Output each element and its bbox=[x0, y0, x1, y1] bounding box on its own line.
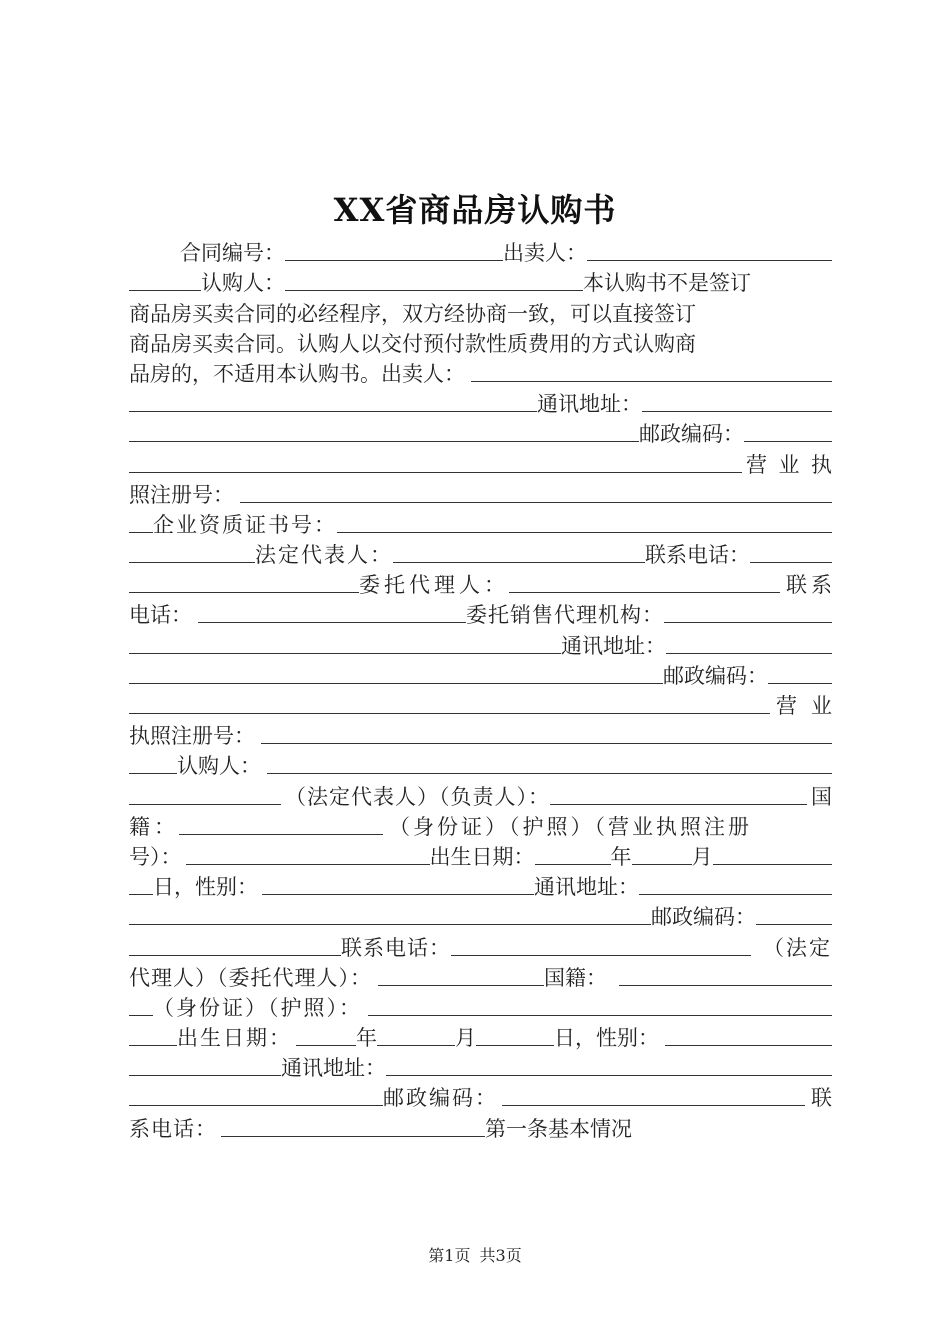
blank-birth-day[interactable] bbox=[713, 864, 833, 865]
text-line bbox=[129, 388, 832, 418]
label-buyer: 认购人： bbox=[201, 271, 285, 296]
text-segment: 营 业 执 bbox=[746, 452, 832, 477]
blank-rep-address[interactable] bbox=[386, 1075, 832, 1076]
label-legal-rep: 法定代表人： bbox=[255, 543, 393, 568]
blank-nationality[interactable] bbox=[179, 834, 383, 835]
blank-agency-license-cont[interactable] bbox=[129, 773, 177, 774]
text-line bbox=[129, 811, 832, 841]
text-line bbox=[129, 1022, 832, 1052]
blank-agency-license[interactable] bbox=[261, 743, 832, 744]
text-segment: 号）： bbox=[129, 844, 182, 869]
text-line bbox=[129, 237, 832, 267]
blank-address[interactable] bbox=[642, 411, 832, 412]
label-agency-address: 通讯地址： bbox=[561, 633, 666, 658]
text-line bbox=[129, 328, 832, 358]
blank-id-number[interactable] bbox=[186, 864, 430, 865]
text-line bbox=[129, 297, 832, 327]
label-rep-gender: 日，性别： bbox=[554, 1026, 659, 1051]
label-rep-birth: 出生日期： bbox=[177, 1026, 292, 1051]
text-line bbox=[129, 569, 832, 599]
label-sales-agency: 委托销售代理机构： bbox=[466, 603, 664, 628]
text-segment: 执照注册号： bbox=[129, 724, 255, 749]
text-line bbox=[129, 750, 832, 780]
text-line bbox=[129, 629, 832, 659]
label-year: 年 bbox=[610, 844, 632, 869]
text-line bbox=[129, 841, 832, 871]
label-contract-number: 合同编号： bbox=[180, 241, 285, 266]
text-segment: （法定 bbox=[763, 935, 832, 960]
blank-rep-nationality-cont[interactable] bbox=[129, 1015, 153, 1016]
label-birth-date: 出生日期： bbox=[429, 844, 535, 869]
blank-birth-year[interactable] bbox=[535, 864, 611, 865]
blank-seller-name-cont[interactable] bbox=[129, 411, 537, 412]
blank-seller-cont[interactable] bbox=[129, 290, 201, 291]
blank-rep-id-cont[interactable] bbox=[129, 1045, 177, 1046]
text-line bbox=[129, 962, 832, 992]
text-segment: （身份证）（护照）： bbox=[153, 995, 362, 1020]
text-line bbox=[129, 992, 832, 1022]
blank-rep-birth-year[interactable] bbox=[296, 1045, 356, 1046]
blank-phone-cont[interactable] bbox=[129, 592, 359, 593]
blank-rep-nationality[interactable] bbox=[619, 985, 832, 986]
label-agency-postcode: 邮政编码： bbox=[663, 663, 768, 688]
text-line bbox=[129, 901, 832, 931]
blank-buyer-address[interactable] bbox=[639, 894, 832, 895]
text-line bbox=[129, 1052, 832, 1082]
blank-agency-postcode-cont[interactable] bbox=[129, 713, 770, 714]
text-line bbox=[129, 720, 832, 750]
blank-rep-postcode[interactable] bbox=[502, 1105, 805, 1106]
text-line bbox=[129, 871, 832, 901]
blank-sales-agency-cont[interactable] bbox=[129, 653, 561, 654]
text-segment: 代理人）（委托代理人）： bbox=[129, 965, 372, 990]
text-segment: 籍： bbox=[129, 814, 179, 839]
document-body bbox=[129, 237, 832, 1143]
label-gender: 日，性别： bbox=[153, 875, 258, 900]
blank-rep-id[interactable] bbox=[368, 1015, 832, 1016]
blank-agency-postcode[interactable] bbox=[768, 683, 832, 684]
text-line bbox=[129, 479, 832, 509]
text-line bbox=[129, 1082, 832, 1112]
section-heading: 第一条基本情况 bbox=[485, 1116, 632, 1141]
blank-qualification-cont[interactable] bbox=[129, 562, 255, 563]
label-rep-address: 通讯地址： bbox=[281, 1056, 386, 1081]
page-total: 共3页 bbox=[479, 1246, 522, 1265]
page-number: 第1页 bbox=[428, 1246, 471, 1265]
label-buyer-postcode: 邮政编码： bbox=[651, 905, 756, 930]
blank-rep-birth-month[interactable] bbox=[377, 1045, 455, 1046]
text-segment: 营 业 bbox=[776, 694, 832, 718]
label-seller: 出卖人： bbox=[503, 241, 587, 266]
label-address: 通讯地址： bbox=[537, 392, 642, 417]
text-segment: 本认购书不是签订 bbox=[583, 271, 751, 296]
text-segment: 商品房买卖合同的必经程序，双方经协商一致，可以直接签订 bbox=[129, 301, 696, 326]
label-month: 月 bbox=[455, 1026, 476, 1051]
page-title: XX省商品房认购书 bbox=[333, 191, 617, 229]
blank-rep-name[interactable] bbox=[378, 985, 544, 986]
text-segment: 电话： bbox=[129, 603, 192, 628]
label-rep-postcode: 邮政编码： bbox=[383, 1086, 498, 1111]
label-buyer-section: 认购人： bbox=[177, 754, 261, 779]
blank-postcode-cont[interactable] bbox=[129, 472, 742, 473]
label-agent: 委托代理人： bbox=[359, 573, 509, 598]
blank-agent[interactable] bbox=[509, 592, 780, 593]
label-rep-nationality: 国籍： bbox=[544, 965, 607, 990]
blank-agency-address[interactable] bbox=[666, 653, 832, 654]
blank-buyer-name[interactable] bbox=[267, 773, 832, 774]
label-buyer-address: 通讯地址： bbox=[534, 875, 639, 900]
text-line bbox=[129, 931, 832, 961]
blank-qualification[interactable] bbox=[337, 532, 832, 533]
blank-buyer-postcode-cont[interactable] bbox=[129, 955, 341, 956]
text-line bbox=[129, 780, 832, 810]
blank-rep-birth-day[interactable] bbox=[476, 1045, 554, 1046]
label-qualification: 企业资质证书号： bbox=[153, 512, 337, 537]
label-postcode: 邮政编码： bbox=[639, 422, 744, 447]
blank-buyer-legal-rep[interactable] bbox=[550, 804, 807, 805]
blank-buyer-address-cont[interactable] bbox=[129, 924, 651, 925]
blank-license-number[interactable] bbox=[240, 502, 832, 503]
page-footer bbox=[0, 1243, 950, 1266]
text-segment: 联 bbox=[811, 1086, 832, 1111]
blank-postcode[interactable] bbox=[744, 441, 832, 442]
blank-birth-day-cont[interactable] bbox=[129, 894, 153, 895]
blank-gender[interactable] bbox=[262, 894, 534, 895]
blank-license-cont[interactable] bbox=[129, 532, 153, 533]
blank-contract-number[interactable] bbox=[285, 260, 503, 261]
blank-legal-rep[interactable] bbox=[393, 562, 645, 563]
text-segment: 系电话： bbox=[129, 1116, 217, 1141]
blank-agent-phone[interactable] bbox=[198, 622, 466, 623]
text-line bbox=[129, 660, 832, 690]
text-line bbox=[129, 418, 832, 448]
blank-address-cont[interactable] bbox=[129, 441, 639, 442]
text-line bbox=[129, 448, 832, 478]
blank-phone[interactable] bbox=[750, 562, 832, 563]
label-year: 年 bbox=[356, 1026, 377, 1051]
text-segment: 商品房买卖合同。认购人以交付预付款性质费用的方式认购商 bbox=[129, 331, 696, 356]
label-month: 月 bbox=[691, 844, 713, 869]
text-line bbox=[129, 358, 832, 388]
text-segment: 品房的，不适用本认购书。出卖人： bbox=[129, 361, 465, 386]
text-segment: 照注册号： bbox=[129, 482, 234, 507]
label-buyer-phone: 联系电话： bbox=[341, 935, 451, 960]
label-phone: 联系电话： bbox=[645, 543, 750, 568]
label-buyer-legal-rep: （法定代表人）（负责人）： bbox=[285, 784, 550, 809]
text-line bbox=[129, 509, 832, 539]
blank-sales-agency[interactable] bbox=[664, 622, 832, 623]
blank-seller[interactable] bbox=[587, 260, 832, 261]
blank-buyer-name-cont[interactable] bbox=[129, 804, 281, 805]
text-segment: 国 bbox=[811, 784, 832, 809]
blank-agency-address-cont[interactable] bbox=[129, 683, 663, 684]
blank-rep-gender-cont[interactable] bbox=[129, 1075, 281, 1076]
blank-birth-month[interactable] bbox=[632, 864, 692, 865]
blank-rep-address-cont[interactable] bbox=[129, 1105, 383, 1106]
text-line bbox=[129, 690, 832, 720]
text-segment: 联 系 bbox=[786, 573, 832, 598]
blank-rep-phone[interactable] bbox=[221, 1136, 485, 1137]
blank-buyer-phone[interactable] bbox=[451, 955, 751, 956]
text-line bbox=[129, 1112, 832, 1142]
text-segment: （身份证）（护照）（营业执照注册 bbox=[389, 814, 752, 839]
text-line bbox=[129, 599, 832, 629]
text-line bbox=[129, 539, 832, 569]
blank-rep-gender[interactable] bbox=[665, 1045, 832, 1046]
blank-seller-name[interactable] bbox=[471, 381, 832, 382]
text-line bbox=[129, 267, 832, 297]
blank-buyer[interactable] bbox=[285, 290, 583, 291]
blank-buyer-postcode[interactable] bbox=[756, 924, 832, 925]
